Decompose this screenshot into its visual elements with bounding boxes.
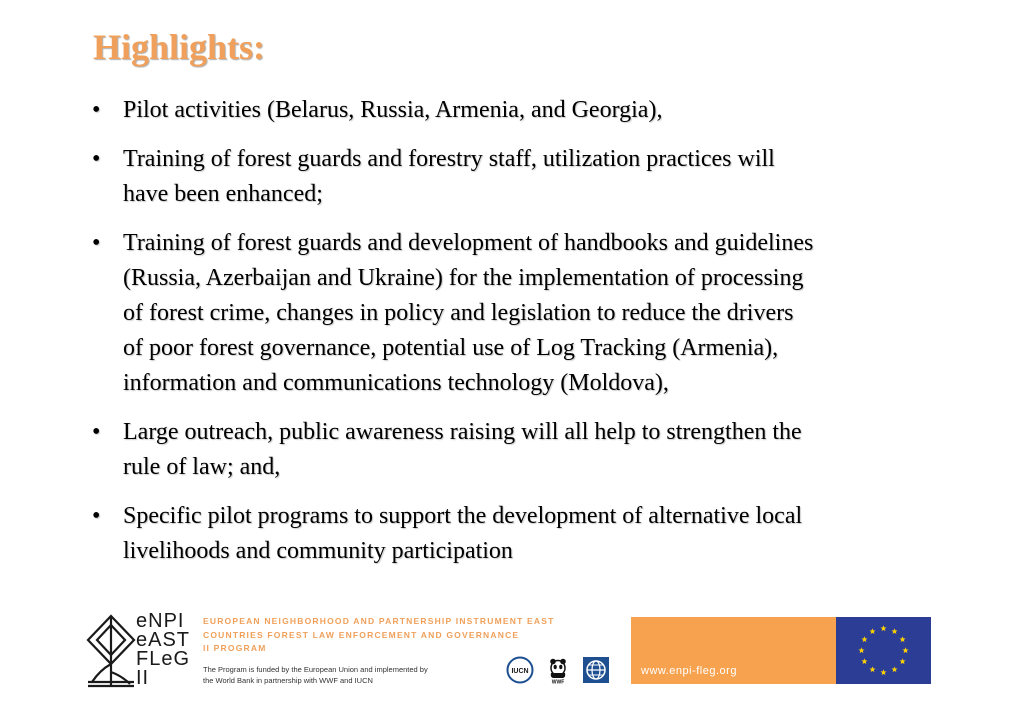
eu-star (900, 636, 906, 642)
bullet-icon: • (92, 97, 101, 123)
bullet-icon: • (92, 230, 101, 256)
logo-wordmark: eNPI eAST FLeG II (136, 610, 191, 689)
bullet-text: Training of forest guards and development of handbooks and guidelines (123, 230, 814, 256)
slide-title: Highlights: (93, 27, 266, 67)
bullet-icon: • (92, 419, 101, 445)
world-bank-logo-icon (582, 656, 610, 684)
eu-star (869, 666, 875, 672)
highlights-list (88, 93, 978, 583)
list-item (88, 93, 978, 128)
svg-text:IUCN: IUCN (511, 668, 529, 675)
bullet-text: information and communications technology (Moldova), (123, 370, 669, 396)
eu-star (869, 628, 875, 634)
bullet-icon: • (92, 503, 101, 529)
eu-star (880, 625, 886, 631)
website-url[interactable]: www.enpi-fleg.org (641, 665, 737, 677)
bullet-text: (Russia, Azerbaijan and Ukraine) for the implementation of processing (123, 265, 804, 291)
wwf-panda-logo-icon (544, 656, 572, 684)
list-item (88, 142, 978, 212)
bullet-text: livelihoods and community participation (123, 538, 513, 564)
funding-note: The Program is funded by the European Union and implemented by the World Bank in partnership with WWF and IUCN (203, 665, 428, 685)
list-item (88, 415, 978, 485)
eu-star (861, 658, 867, 664)
eu-star (891, 666, 897, 672)
eu-star (891, 628, 897, 634)
bullet-text: Training of forest guards and forestry staff, utilization practices will (123, 146, 775, 172)
eu-star (900, 658, 906, 664)
eu-stars-icon (836, 617, 931, 684)
eu-star (880, 669, 886, 675)
bullet-text: Pilot activities (Belarus, Russia, Armenia, and Georgia), (123, 97, 663, 123)
list-item (88, 499, 978, 569)
program-name: EUROPEAN NEIGHBORHOOD AND PARTNERSHIP INSTRUMENT EAST COUNTRIES FOREST LAW ENFORCEMENT AND GOVERNANCE II PROGRAM (203, 616, 555, 653)
bullet-text: Large outreach, public awareness raising will all help to strengthen the (123, 419, 802, 445)
eu-flag (836, 617, 931, 684)
bullet-text: rule of law; and, (123, 454, 281, 480)
eu-star (902, 647, 908, 653)
iucn-logo-icon (506, 656, 534, 684)
bullet-text: of poor forest governance, potential use of Log Tracking (Armenia), (123, 335, 779, 361)
svg-text:WWF: WWF (551, 679, 565, 684)
bullet-text: of forest crime, changes in policy and legislation to reduce the drivers (123, 300, 794, 326)
eu-star (858, 647, 864, 653)
bullet-text: have been enhanced; (123, 181, 323, 207)
footer (0, 610, 1024, 690)
bullet-text: Specific pilot programs to support the development of alternative local (123, 503, 803, 529)
bullet-icon: • (92, 146, 101, 172)
list-item (88, 226, 978, 401)
eu-star (861, 636, 867, 642)
